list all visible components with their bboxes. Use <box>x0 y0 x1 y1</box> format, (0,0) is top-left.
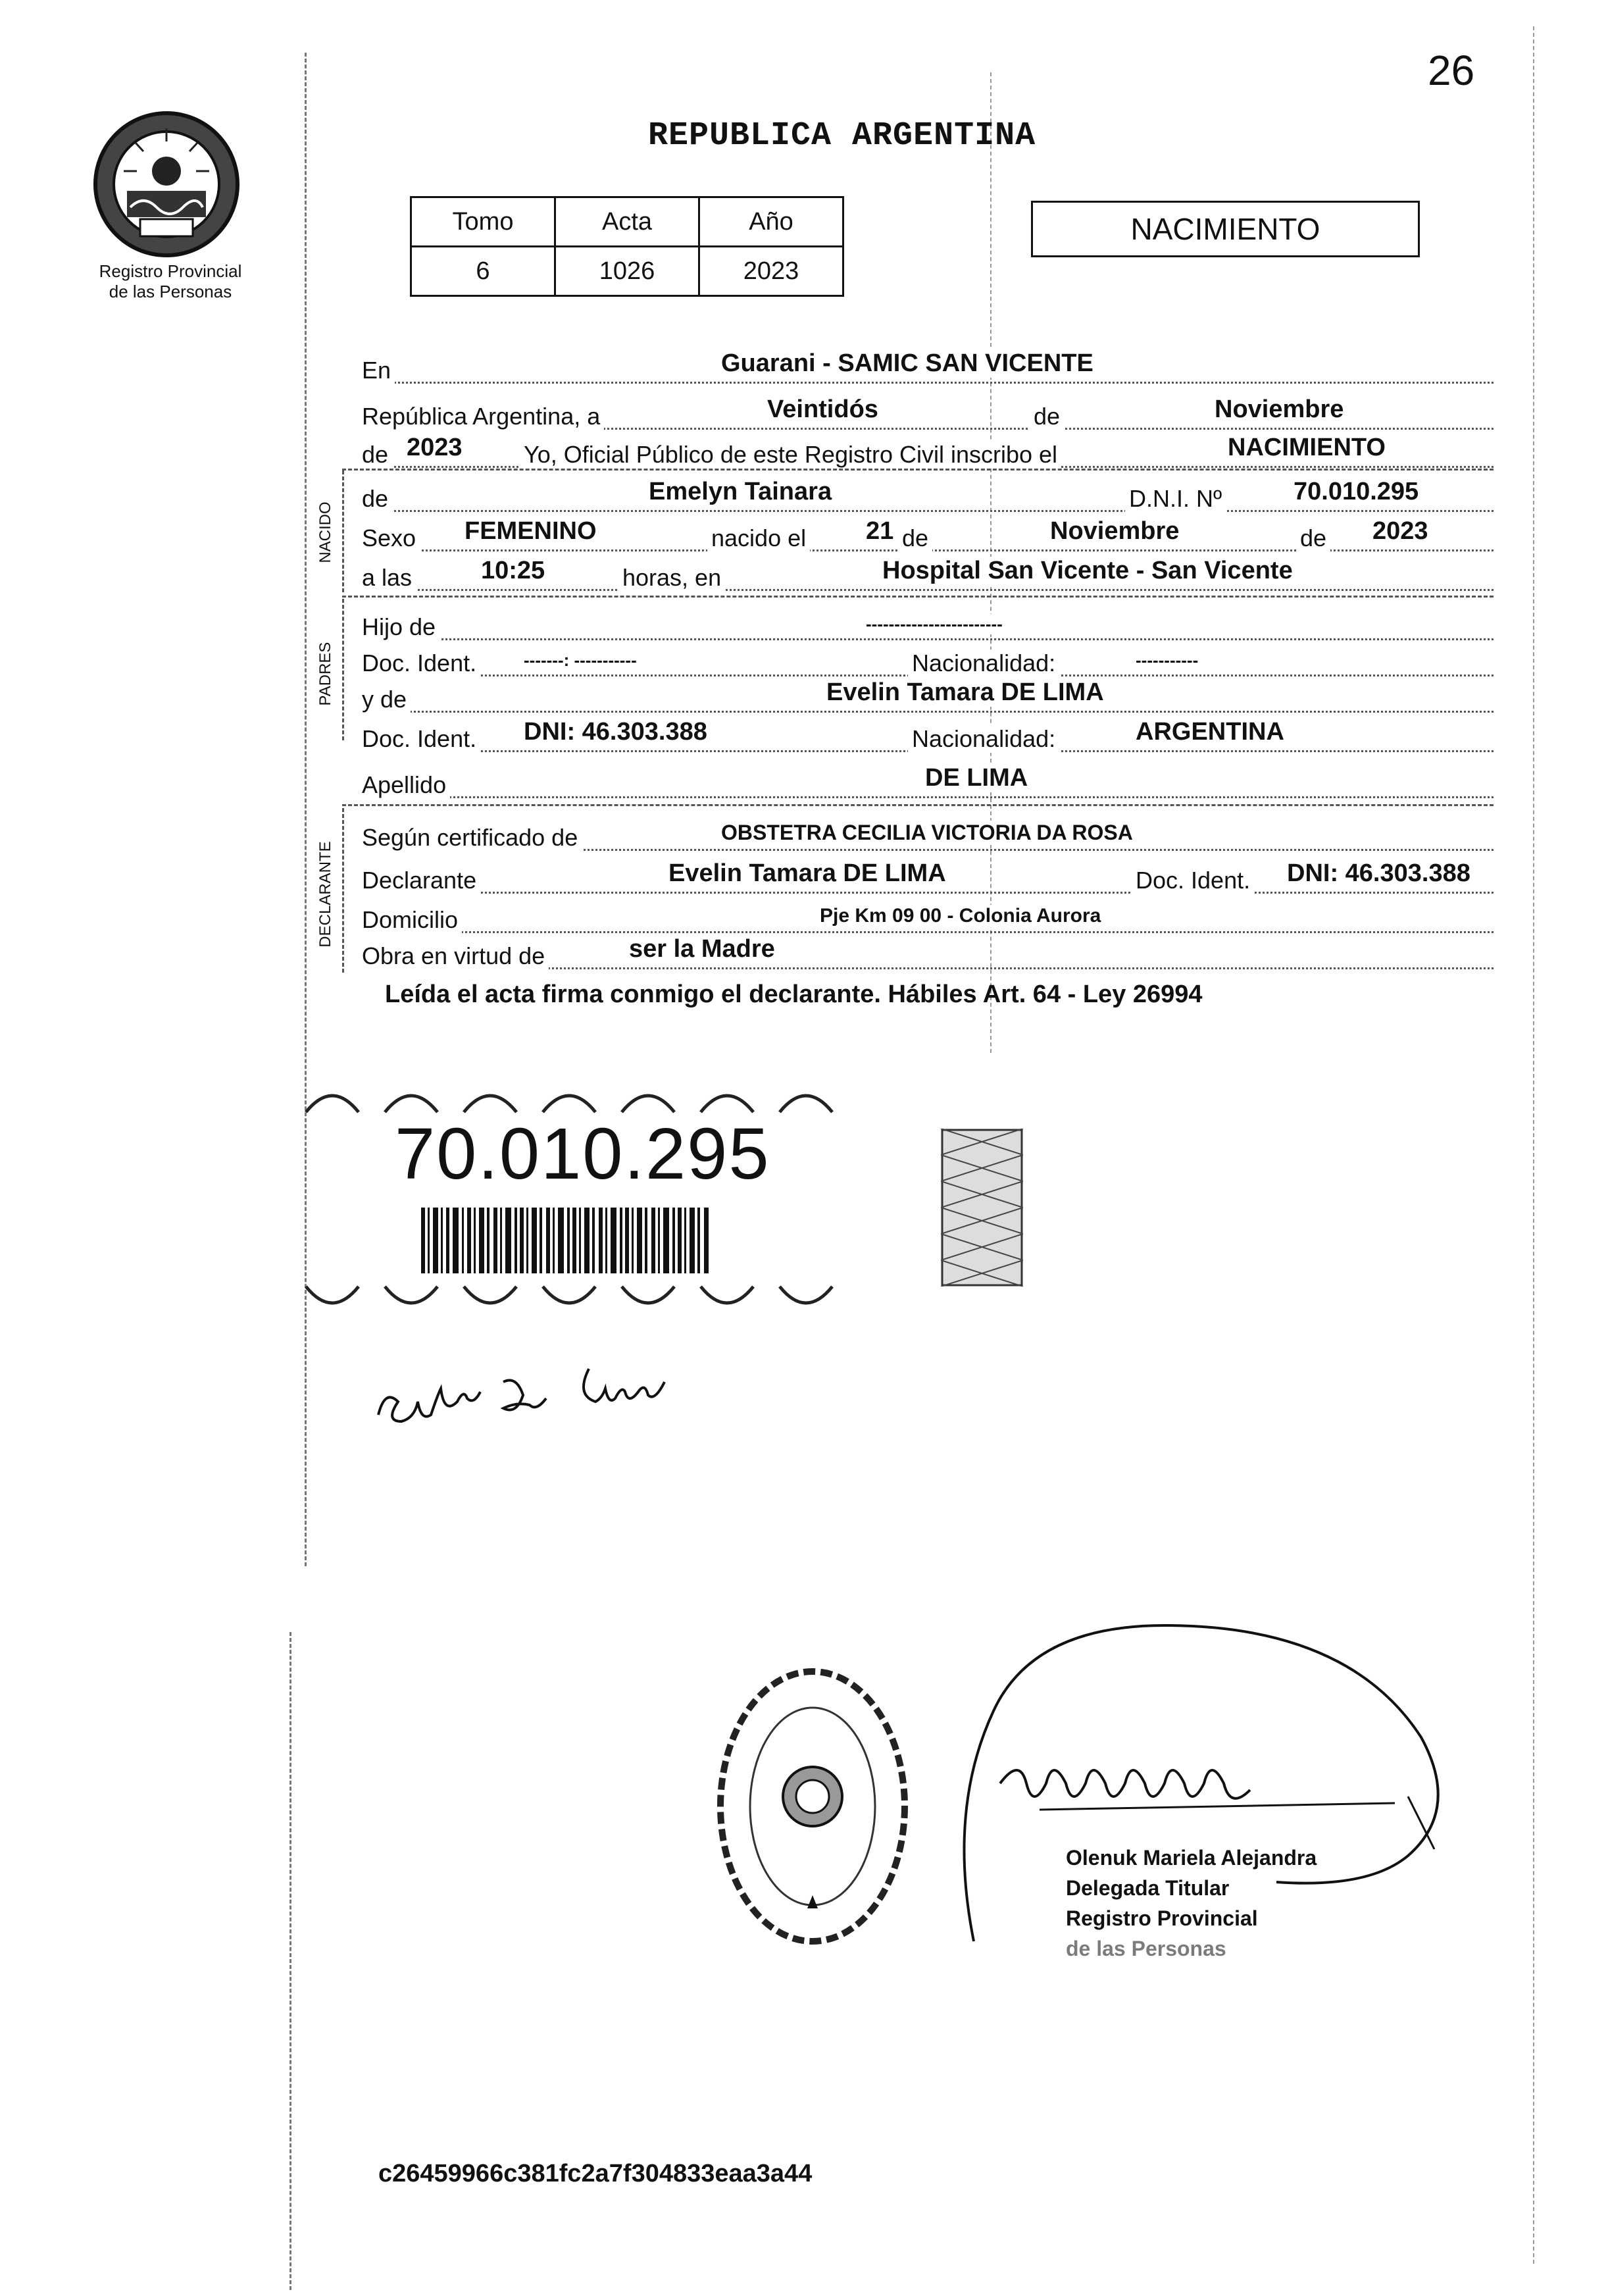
line-declarante <box>362 852 1494 894</box>
line-obra <box>362 928 1494 969</box>
father-name-value: ------------------------ <box>862 614 1007 634</box>
year-prefix-label: de <box>362 441 392 469</box>
nacido-de-label: de <box>362 485 392 513</box>
line-nacido-sex <box>362 510 1494 551</box>
record-table <box>410 196 844 297</box>
mother-nat-label: Nacionalidad: <box>908 725 1059 753</box>
birth-place-value: Hospital San Vicente - San Vicente <box>878 557 1297 585</box>
record-table-header-tomo: Tomo <box>411 197 555 247</box>
security-strip-bottom <box>293 1280 885 1326</box>
cert-value: OBSTETRA CECILIA VICTORIA DA ROSA <box>717 821 1137 845</box>
time-label: a las <box>362 564 416 592</box>
domicilio-value: Pje Km 09 00 - Colonia Aurora <box>816 905 1105 927</box>
hours-label: horas, en <box>618 564 725 592</box>
record-table-tomo: 6 <box>411 247 555 296</box>
day-words-value: Veintidós <box>763 395 882 424</box>
mother-name-value: Evelin Tamara DE LIMA <box>822 678 1108 707</box>
act-word-value: NACIMIENTO <box>1224 434 1390 462</box>
closing-statement: Leída el acta firma conmigo el declarante. Hábiles Art. 64 - Ley 26994 <box>385 981 1203 1008</box>
dni-label: D.N.I. Nº <box>1125 485 1226 513</box>
born-label: nacido el <box>707 524 810 552</box>
record-table-header-ano: Año <box>699 197 843 247</box>
mother-doc-value: DNI: 46.303.388 <box>520 718 711 746</box>
right-margin-line <box>1533 26 1534 2264</box>
padres-bar <box>342 599 344 740</box>
y-de-label: y de <box>362 686 411 713</box>
born-year-value: 2023 <box>1369 517 1432 546</box>
year-value: 2023 <box>403 434 466 462</box>
line-father-doc <box>362 635 1494 676</box>
obra-value: ser la Madre <box>625 935 779 963</box>
line-cert <box>362 809 1494 851</box>
place-value: Guarani - SAMIC SAN VICENTE <box>717 349 1097 378</box>
line-apellido <box>362 757 1494 798</box>
province-logo <box>91 109 242 260</box>
padres-section-label: PADRES <box>316 642 334 706</box>
record-table-header-acta: Acta <box>555 197 699 247</box>
country-label: República Argentina, a <box>362 403 604 430</box>
sexo-value: FEMENINO <box>461 517 601 546</box>
declarante-name-value: Evelin Tamara DE LIMA <box>665 859 950 888</box>
father-nat-value: ----------- <box>1132 650 1202 671</box>
born-de-label-2: de <box>1296 524 1330 552</box>
logo-caption <box>79 261 262 302</box>
child-dni-value: 70.010.295 <box>1290 478 1422 506</box>
line-registrar <box>362 426 1494 468</box>
father-nat-label: Nacionalidad: <box>908 650 1059 677</box>
record-type-box: NACIMIENTO <box>1031 201 1420 257</box>
declarante-doc-label: Doc. Ident. <box>1132 867 1254 894</box>
line-mother-doc <box>362 711 1494 752</box>
declarante-label: Declarante <box>362 867 480 894</box>
declarante-section-label: DECLARANTE <box>316 841 334 948</box>
line-nacido-name <box>362 471 1494 512</box>
sexo-label: Sexo <box>362 524 420 552</box>
nacido-section-label: NACIDO <box>316 501 334 563</box>
official-name: Olenuk Mariela Alejandra <box>1066 1846 1317 1870</box>
line-domicilio <box>362 892 1494 933</box>
father-doc-value: -------: ----------- <box>520 650 641 671</box>
document-title: REPUBLICA ARGENTINA <box>648 117 1036 155</box>
security-hologram-icon <box>941 1129 1023 1287</box>
line-mother <box>362 671 1494 713</box>
hijo-label: Hijo de <box>362 613 440 641</box>
official-office-2: de las Personas <box>1066 1937 1226 1960</box>
line-place <box>362 342 1494 384</box>
obra-label: Obra en virtud de <box>362 942 549 970</box>
left-margin-line-2 <box>289 1632 291 2290</box>
mother-signature <box>365 1342 720 1441</box>
line-date <box>362 388 1494 430</box>
logo-caption-line2: de las Personas <box>109 282 232 301</box>
official-stamp-text <box>1066 1843 1317 1964</box>
time-value: 10:25 <box>477 557 549 585</box>
divider-declarante-top <box>342 804 1494 806</box>
en-label: En <box>362 357 395 384</box>
official-seal <box>714 1665 911 1948</box>
divider-padres-top <box>342 596 1494 598</box>
mother-nat-value: ARGENTINA <box>1132 718 1288 746</box>
official-role: Delegada Titular <box>1066 1876 1230 1900</box>
logo-caption-line1: Registro Provincial <box>99 261 242 281</box>
official-office-1: Registro Provincial <box>1066 1906 1258 1930</box>
born-de-label: de <box>898 524 932 552</box>
child-name-value: Emelyn Tainara <box>645 478 836 506</box>
domicilio-label: Domicilio <box>362 906 462 934</box>
apellido-value: DE LIMA <box>921 764 1032 792</box>
cert-label: Según certificado de <box>362 824 582 852</box>
father-doc-label: Doc. Ident. <box>362 650 480 677</box>
declarante-bar <box>342 808 344 973</box>
nacido-bar <box>342 471 344 592</box>
apellido-label: Apellido <box>362 771 450 799</box>
document-hash: c26459966c381fc2a7f304833eaa3a44 <box>378 2160 813 2187</box>
mother-doc-label: Doc. Ident. <box>362 725 480 753</box>
line-father <box>362 599 1494 640</box>
born-month-value: Noviembre <box>1046 517 1183 546</box>
barcode <box>421 1208 714 1273</box>
registrar-text: Yo, Oficial Público de este Registro Civil inscribo el <box>520 441 1061 469</box>
month-value: Noviembre <box>1211 395 1347 424</box>
dni-label-number: 70.010.295 <box>395 1113 770 1194</box>
de-label: de <box>1030 403 1064 430</box>
page-number: 26 <box>1428 47 1475 94</box>
left-margin-line <box>305 53 307 1566</box>
record-table-ano: 2023 <box>699 247 843 296</box>
declarante-doc-value: DNI: 46.303.388 <box>1283 859 1474 888</box>
line-nacido-time <box>362 549 1494 591</box>
born-day-value: 21 <box>862 517 897 546</box>
record-table-acta: 1026 <box>555 247 699 296</box>
